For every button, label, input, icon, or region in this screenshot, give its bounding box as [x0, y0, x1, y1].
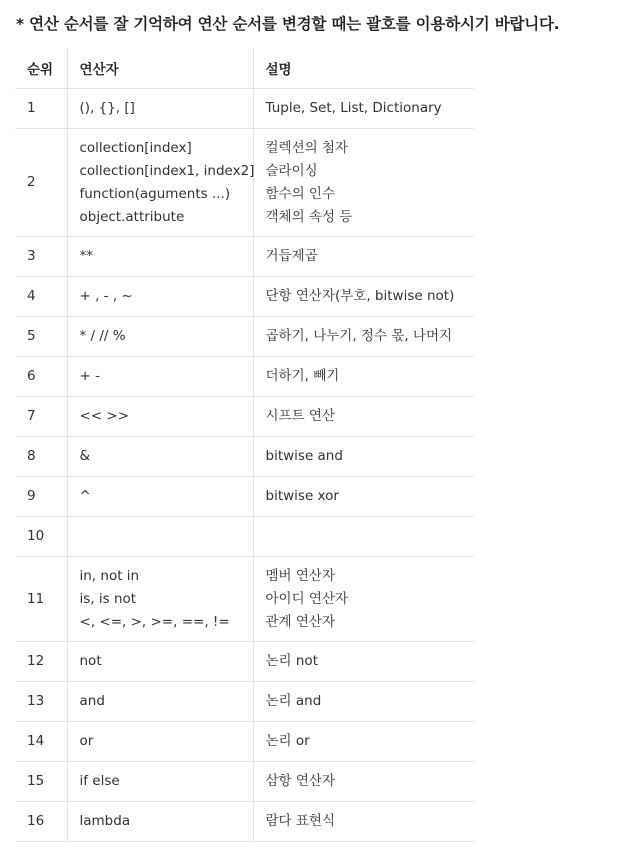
description-text: 함수의 인수 [265, 185, 335, 202]
precedence-note: * 연산 순서를 잘 기억하여 연산 순서를 변경할 때는 괄호를 이용하시기 바랍니다. [16, 15, 560, 33]
header-description: 설명 [253, 48, 474, 89]
table-row [15, 129, 474, 237]
description-cell [253, 129, 474, 237]
operator-text: and [79, 693, 105, 709]
description-cell [253, 89, 474, 129]
operator-cell [67, 437, 253, 477]
description-text: 논리 or [265, 733, 310, 749]
description-text: 아이디 연산자 [265, 590, 349, 607]
rank-cell: 4 [15, 277, 67, 317]
table-row [15, 237, 474, 277]
description-cell [253, 722, 474, 762]
rank-cell: 9 [15, 477, 67, 517]
description-text: 삼항 연산자 [265, 773, 335, 789]
table-row [15, 437, 474, 477]
operator-text: + , - , ~ [79, 288, 133, 304]
table-header-row [15, 48, 474, 89]
operator-text: in, not in [79, 567, 140, 584]
description-cell [253, 802, 474, 842]
operator-text: (), {}, [] [79, 100, 135, 116]
operator-cell [67, 397, 253, 437]
description-text: 논리 not [265, 653, 318, 669]
rank-cell: 1 [15, 89, 67, 129]
operator-text: ^ [79, 488, 91, 504]
table-row [15, 397, 474, 437]
description-cell [253, 437, 474, 477]
rank-cell: 2 [15, 129, 67, 237]
description-cell [253, 682, 474, 722]
rank-cell: 3 [15, 237, 67, 277]
table-row [15, 762, 474, 802]
rank-cell: 6 [15, 357, 67, 397]
operator-text: is, is not [79, 590, 137, 607]
description-text: 더하기, 빼기 [265, 368, 340, 384]
operator-text: & [79, 448, 91, 464]
rank-cell: 11 [15, 557, 67, 642]
operator-cell [67, 129, 253, 237]
description-text: 단항 연산자(부호, bitwise not) [265, 288, 455, 304]
description-text: 시프트 연산 [265, 408, 335, 424]
table-row [15, 802, 474, 842]
rank-cell: 16 [15, 802, 67, 842]
description-cell [253, 762, 474, 802]
description-cell [253, 397, 474, 437]
operator-text: or [79, 733, 94, 749]
operator-text: ** [79, 248, 93, 264]
rank-cell: 15 [15, 762, 67, 802]
description-text: 람다 표현식 [265, 813, 335, 829]
rank-cell: 8 [15, 437, 67, 477]
table-row [15, 682, 474, 722]
operator-cell [67, 802, 253, 842]
operator-text: if else [79, 773, 120, 789]
header-rank: 순위 [15, 48, 67, 89]
operator-text: lambda [79, 813, 131, 829]
table-row [15, 557, 474, 642]
rank-cell: 7 [15, 397, 67, 437]
operator-cell [67, 517, 253, 557]
description-text: 멤버 연산자 [265, 567, 335, 584]
header-operator: 연산자 [67, 48, 253, 89]
description-text: 슬라이싱 [265, 162, 318, 179]
operator-cell [67, 682, 253, 722]
operator-text: not [79, 653, 102, 669]
rank-cell: 14 [15, 722, 67, 762]
operator-text: collection[index] [79, 139, 192, 156]
description-text: bitwise xor [265, 488, 339, 504]
description-text: 관계 연산자 [265, 613, 335, 630]
description-text: 컬렉션의 첨자 [265, 139, 349, 156]
description-cell [253, 317, 474, 357]
operator-text: collection[index1, index2] [79, 162, 255, 179]
rank-cell: 5 [15, 317, 67, 357]
description-cell [253, 477, 474, 517]
operator-text: object.attribute [79, 208, 185, 225]
operator-cell [67, 762, 253, 802]
description-text: 곱하기, 나누기, 정수 몫, 나머지 [265, 328, 453, 344]
operator-precedence-table [15, 48, 474, 842]
description-text: bitwise and [265, 448, 343, 464]
operator-cell [67, 477, 253, 517]
table-row [15, 722, 474, 762]
operator-text: function(aguments ...) [79, 185, 231, 202]
rank-cell: 12 [15, 642, 67, 682]
description-cell [253, 357, 474, 397]
operator-cell [67, 642, 253, 682]
description-cell [253, 557, 474, 642]
operator-cell [67, 237, 253, 277]
description-cell [253, 277, 474, 317]
table-row [15, 517, 474, 557]
description-text: 거듭제곱 [265, 248, 318, 264]
operator-cell [67, 89, 253, 129]
description-text: Tuple, Set, List, Dictionary [265, 100, 442, 116]
operator-cell [67, 317, 253, 357]
table-row [15, 89, 474, 129]
operator-text: <, <=, >, >=, ==, != [79, 613, 230, 630]
description-text: 객체의 속성 등 [265, 208, 353, 225]
operator-cell [67, 277, 253, 317]
operator-text: * / // % [79, 328, 126, 344]
operator-cell [67, 722, 253, 762]
operator-cell [67, 557, 253, 642]
table-row [15, 357, 474, 397]
table-row [15, 317, 474, 357]
operator-text: << >> [79, 408, 130, 424]
table-row [15, 477, 474, 517]
rank-cell: 13 [15, 682, 67, 722]
rank-cell: 10 [15, 517, 67, 557]
description-cell [253, 642, 474, 682]
operator-text: + - [79, 368, 100, 384]
table-row [15, 642, 474, 682]
table-row [15, 277, 474, 317]
description-cell [253, 517, 474, 557]
description-text: 논리 and [265, 693, 322, 709]
description-cell [253, 237, 474, 277]
operator-cell [67, 357, 253, 397]
